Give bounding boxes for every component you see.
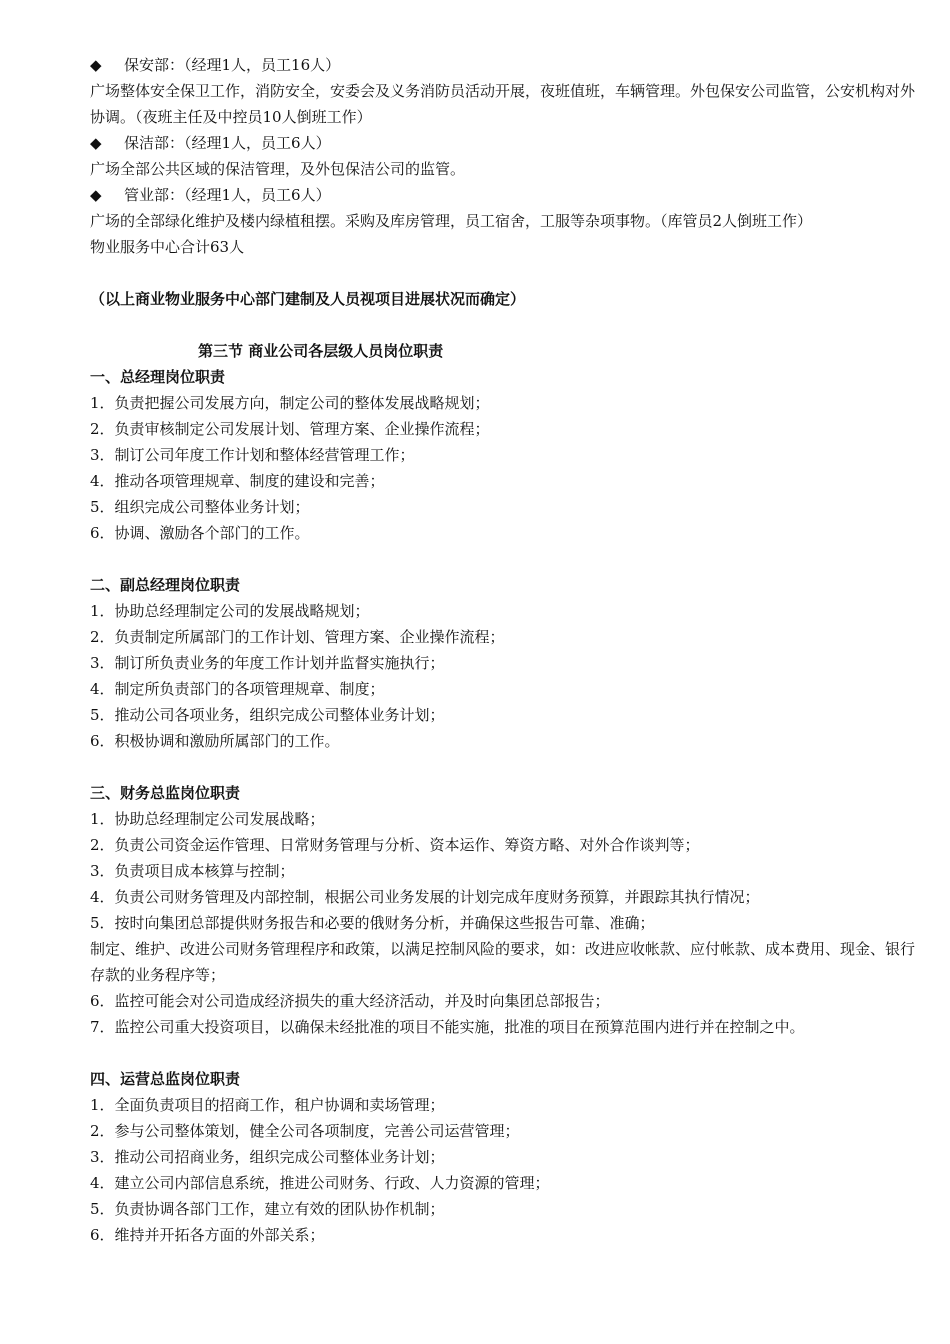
document-page: [90, 52, 915, 1248]
list-item: 7．监控公司重大投资项目，以确保未经批准的项目不能实施，批准的项目在预算范围内进行并在控制之中。: [90, 1018, 805, 1036]
list-item: 3．制订公司年度工作计划和整体经营管理工作；: [90, 446, 415, 464]
dept-cleaning-head: ◆ 保洁部：（经理1人，员工6人）: [90, 130, 915, 156]
list-item: 1．全面负责项目的招商工作，租户协调和卖场管理；: [90, 1096, 445, 1114]
dept-cleaning-desc: 广场全部公共区域的保洁管理，及外包保洁公司的监管。: [90, 160, 466, 178]
list-item: 3．负责项目成本核算与控制；: [90, 862, 295, 880]
coo-heading: 四、运营总监岗位职责: [90, 1070, 241, 1088]
list-item: 3．推动公司招商业务，组织完成公司整体业务计划；: [90, 1148, 445, 1166]
list-item: 2．负责公司资金运作管理、日常财务管理与分析、资本运作、筹资方略、对外合作谈判等；: [90, 836, 700, 854]
dept-management-desc: 广场的全部绿化维护及楼内绿植租摆。采购及库房管理，员工宿舍，工服等杂项事物。（库管员2人倒班工作）: [90, 212, 813, 230]
list-item: 6．积极协调和激励所属部门的工作。: [90, 732, 340, 750]
dept-security-head: ◆ 保安部：（经理1人，员工16人）: [90, 52, 915, 78]
list-item: 1．协助总经理制定公司的发展战略规划；: [90, 602, 370, 620]
dept-management-head: ◆ 管业部：（经理1人，员工6人）: [90, 182, 915, 208]
cfo-heading: 三、财务总监岗位职责: [90, 784, 241, 802]
list-item: 1．协助总经理制定公司发展战略；: [90, 810, 325, 828]
list-item: 2．负责制定所属部门的工作计划、管理方案、企业操作流程；: [90, 628, 505, 646]
list-item: 4．负责公司财务管理及内部控制，根据公司业务发展的计划完成年度财务预算，并跟踪其执行情况；: [90, 888, 760, 906]
list-item: 2．负责审核制定公司发展计划、管理方案、企业操作流程；: [90, 420, 490, 438]
list-item: 5．负责协调各部门工作，建立有效的团队协作机制；: [90, 1200, 445, 1218]
list-item: 1．负责把握公司发展方向，制定公司的整体发展战略规划；: [90, 394, 490, 412]
list-item: 3．制订所负责业务的年度工作计划并监督实施执行；: [90, 654, 445, 672]
list-item: 5．按时向集团总部提供财务报告和必要的俄财务分析，并确保这些报告可靠、准确；: [90, 914, 655, 932]
list-item: 5．推动公司各项业务，组织完成公司整体业务计划；: [90, 706, 445, 724]
staffing-note: （以上商业物业服务中心部门建制及人员视项目进展状况而确定）: [90, 290, 526, 308]
gm-heading: 一、总经理岗位职责: [90, 368, 226, 386]
dept-total: 物业服务中心合计63人: [90, 238, 245, 256]
section-title: 第三节 商业公司各层级人员岗位职责: [198, 342, 444, 360]
vgm-heading: 二、副总经理岗位职责: [90, 576, 241, 594]
cfo-paragraph: 制定、维护、改进公司财务管理程序和政策，以满足控制风险的要求，如：改进应收帐款、应付帐款、成本费用、现金、银行存款的业务程序等；: [90, 940, 916, 984]
diamond-bullet-icon: ◆: [90, 56, 102, 74]
list-item: 2．参与公司整体策划，健全公司各项制度，完善公司运营管理；: [90, 1122, 520, 1140]
list-item: 4．制定所负责部门的各项管理规章、制度；: [90, 680, 385, 698]
list-item: 6．维持并开拓各方面的外部关系；: [90, 1226, 325, 1244]
list-item: 5．组织完成公司整体业务计划；: [90, 498, 310, 516]
list-item: 6．协调、激励各个部门的工作。: [90, 524, 310, 542]
list-item: 4．推动各项管理规章、制度的建设和完善；: [90, 472, 385, 490]
diamond-bullet-icon: ◆: [90, 186, 102, 204]
dept-security-desc: 广场整体安全保卫工作，消防安全，安委会及义务消防员活动开展，夜班值班，车辆管理。外包保安公司监管，公安机构对外协调。（夜班主任及中控员10人倒班工作）: [90, 82, 916, 126]
list-item: 4．建立公司内部信息系统，推进公司财务、行政、人力资源的管理；: [90, 1174, 550, 1192]
list-item: 6．监控可能会对公司造成经济损失的重大经济活动，并及时向集团总部报告；: [90, 992, 610, 1010]
diamond-bullet-icon: ◆: [90, 134, 102, 152]
